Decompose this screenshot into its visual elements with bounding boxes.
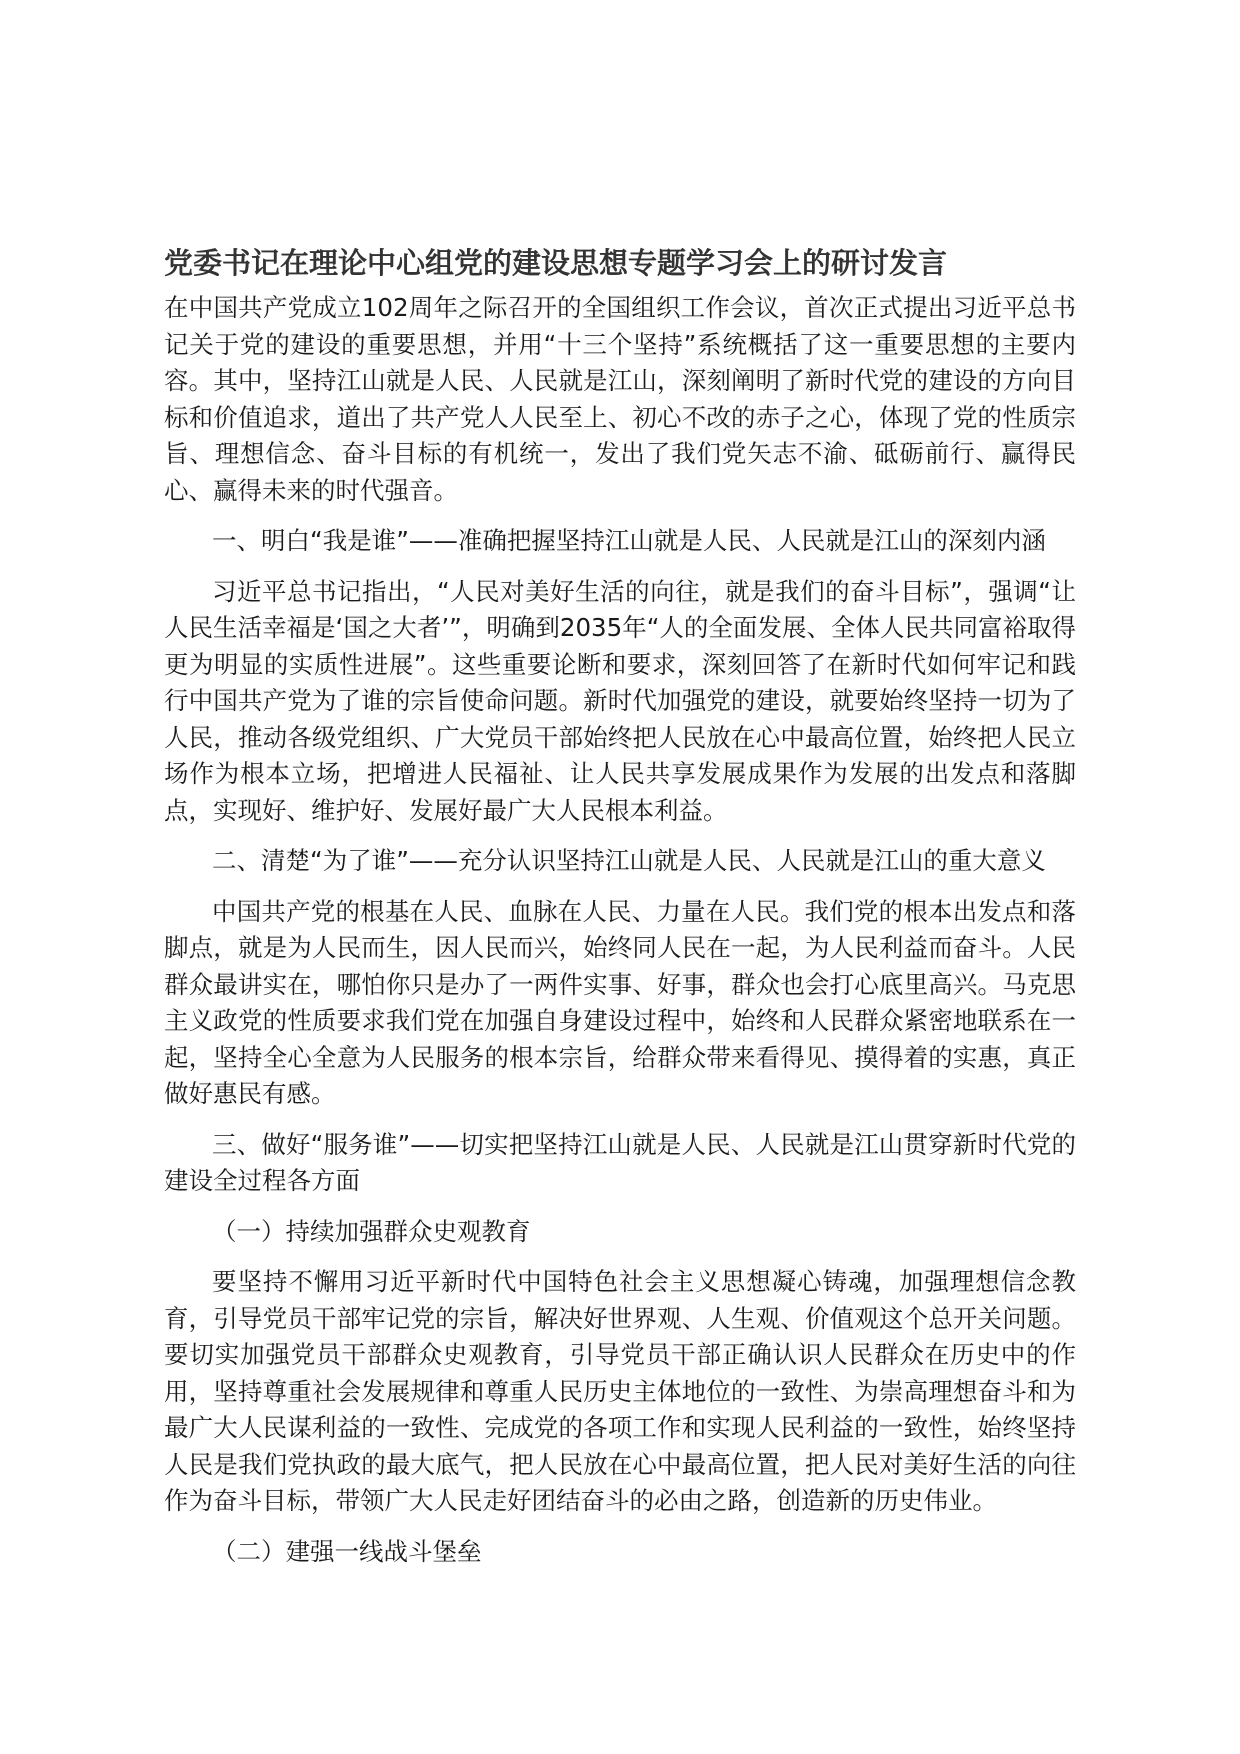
body-paragraph-2: 中国共产党的根基在人民、血脉在人民、力量在人民。我们党的根本出发点和落脚点，就是为人民而生，因人民而兴，始终同人民在一起，为人民利益而奋斗。人民群众最讲实在，哪怕你只是办了一两件实事、好事，群众也会打心底里高兴。马克思主义政党的性质要求我们党在加强自身建设过程中，始终和人民群众紧密地联系在一起，坚持全心全意为人民服务的根本宗旨，给群众带来看得见、摸得着的实惠，真正做好惠民有感。 bbox=[164, 896, 1076, 1108]
body-paragraph-3: 要坚持不懈用习近平新时代中国特色社会主义思想凝心铸魂，加强理想信念教育，引导党员干部牢记党的宗旨，解决好世界观、人生观、价值观这个总开关问题。要切实加强党员干部群众史观教育，引导党员干部正确认识人民群众在历史中的作用，坚持尊重社会发展规律和尊重人民历史主体地位的一致性、为崇高理想奋斗和为最广大人民谋利益的一致性、完成党的各项工作和实现人民利益的一致性，始终坚持人民是我们党执政的最大底气，把人民放在心中最高位置，把人民对美好生活的向往作为奋斗目标，带领广大人民走好团结奋斗的必由之路，创造新的历史伟业。 bbox=[164, 1267, 1076, 1515]
body-paragraph-1: 习近平总书记指出，“人民对美好生活的向往，就是我们的奋斗目标”，强调“让人民生活幸福是‘国之大者’”，明确到2035年“人的全面发展、全体人民共同富裕取得更为明显的实质性进展”。这些重要论断和要求，深刻回答了在新时代如何牢记和践行中国共产党为了谁的宗旨使命问题。新时代加强党的建设，就要始终坚持一切为了人民，推动各级党组织、广大党员干部始终把人民放在心中最高位置，始终把人民立场作为根本立场，把增进人民福祉、让人民共享发展成果作为发展的出发点和落脚点，实现好、维护好、发展好最广大人民根本利益。 bbox=[164, 576, 1076, 825]
document-title: 党委书记在理论中心组党的建设思想专题学习会上的研讨发言 bbox=[164, 246, 948, 280]
section-heading-1: 一、明白“我是谁”——准确把握坚持江山就是人民、人民就是江山的深刻内涵 bbox=[212, 526, 1046, 555]
section-heading-3: 三、做好“服务谁”——切实把坚持江山就是人民、人民就是江山贯穿新时代党的建设全过程各方面 bbox=[164, 1129, 1076, 1195]
subsection-heading-2: （二）建强一线战斗堡垒 bbox=[212, 1536, 482, 1566]
document-page bbox=[164, 243, 1076, 1570]
section-heading-2: 二、清楚“为了谁”——充分认识坚持江山就是人民、人民就是江山的重大意义 bbox=[212, 846, 1046, 875]
intro-paragraph: 在中国共产党成立102周年之际召开的全国组织工作会议，首次正式提出习近平总书记关于党的建设的重要思想，并用“十三个坚持”系统概括了这一重要思想的主要内容。其中，坚持江山就是人民、人民就是江山，深刻阐明了新时代党的建设的方向目标和价值追求，道出了共产党人人民至上、初心不改的赤子之心，体现了党的性质宗旨、理想信念、奋斗目标的有机统一，发出了我们党矢志不渝、砥砺前行、赢得民心、赢得未来的时代强音。 bbox=[164, 293, 1076, 505]
subsection-heading-1: （一）持续加强群众史观教育 bbox=[212, 1216, 531, 1246]
